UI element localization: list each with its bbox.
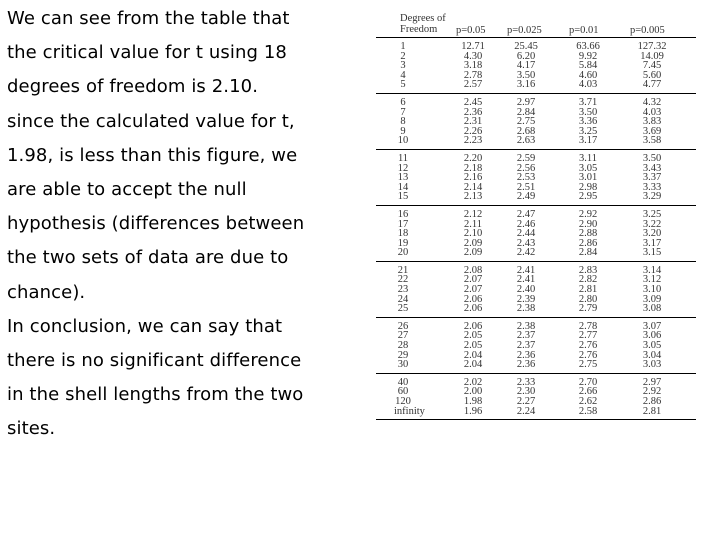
critical-value-cell: 2.24 (516, 405, 536, 417)
table-row-group (376, 94, 696, 150)
critical-value-cell: 2.79 (578, 303, 598, 315)
critical-value-cell: 3.22 (642, 218, 662, 230)
dof-cell: 9 (400, 125, 406, 137)
critical-value-cell: 2.00 (463, 386, 483, 398)
critical-value-cell: 2.70 (578, 376, 598, 388)
critical-value-cell: 3.58 (642, 135, 662, 147)
critical-value-cell: 2.36 (516, 359, 536, 371)
critical-value-cell: 2.77 (578, 330, 598, 342)
critical-value-cell: 3.14 (642, 264, 662, 276)
critical-value-cell: 2.86 (642, 396, 662, 407)
dof-cell: 28 (397, 340, 409, 352)
dof-cell: 18 (397, 228, 409, 240)
dof-cell: 21 (397, 264, 409, 276)
critical-value-cell: 2.97 (642, 376, 662, 388)
critical-value-cell: 3.10 (642, 284, 662, 296)
paragraph-line: 1.98, is less than this figure, we (7, 144, 298, 166)
critical-value-cell: 3.71 (578, 96, 598, 108)
paragraph-line: We can see from the table that (7, 8, 290, 29)
critical-value-cell: 3.16 (516, 79, 536, 91)
critical-value-cell: 2.06 (463, 320, 483, 332)
critical-value-cell: 3.50 (578, 106, 598, 118)
paragraph-line: the two sets of data are due to (7, 247, 289, 269)
dof-cell: 22 (397, 274, 409, 286)
critical-value-cell: 2.27 (516, 396, 536, 407)
critical-value-cell: 2.08 (463, 264, 483, 276)
critical-value-cell: 2.16 (463, 172, 483, 184)
critical-value-cell: 3.17 (578, 135, 598, 147)
dof-cell: 12 (397, 162, 409, 174)
paragraph-line: there is no significant difference (7, 350, 302, 372)
critical-value-cell: 3.12 (642, 274, 662, 286)
paragraph-line: sites. (7, 418, 56, 440)
critical-value-cell: 2.76 (578, 340, 598, 352)
critical-value-cell: 12.71 (461, 41, 485, 52)
critical-value-cell: 3.20 (642, 228, 662, 240)
dof-cell: 23 (397, 284, 409, 296)
table-row-group (376, 262, 696, 318)
critical-value-cell: 2.07 (463, 284, 483, 296)
critical-value-cell: 2.05 (463, 340, 483, 352)
critical-value-cell: 5.60 (642, 69, 662, 81)
critical-value-cell: 3.83 (642, 116, 662, 128)
table-row (376, 304, 696, 314)
critical-value-cell: 3.25 (578, 125, 598, 137)
critical-value-cell: 3.05 (578, 162, 598, 174)
critical-value-cell: 2.06 (463, 293, 483, 305)
paragraph-line: degrees of freedom is 2.10. (7, 76, 259, 98)
critical-value-cell: 3.29 (642, 191, 662, 203)
critical-value-cell: 2.20 (463, 152, 483, 164)
critical-value-cell: 2.76 (578, 349, 598, 361)
critical-value-cell: 2.78 (578, 320, 598, 332)
table-row-group (376, 374, 696, 420)
dof-cell: 13 (397, 172, 409, 184)
critical-value-cell: 2.80 (578, 293, 598, 305)
critical-value-cell: 2.38 (516, 320, 536, 332)
critical-value-cell: 2.42 (516, 247, 536, 259)
critical-value-cell: 2.51 (516, 181, 536, 193)
critical-value-cell: 3.04 (642, 349, 662, 361)
critical-value-cell: 2.41 (516, 264, 536, 276)
table-row-group (376, 38, 696, 94)
dof-cell: 7 (400, 106, 406, 118)
critical-value-cell: 7.45 (642, 60, 662, 72)
critical-value-cell: 2.95 (578, 191, 598, 203)
critical-value-cell: 2.92 (578, 208, 598, 220)
critical-value-cell: 2.68 (516, 125, 536, 137)
p-column-header: p=0.05 (456, 25, 486, 36)
critical-value-cell: 2.81 (578, 284, 598, 296)
table-row (376, 80, 696, 90)
critical-value-cell: 9.92 (578, 50, 598, 62)
critical-value-cell: 3.01 (578, 172, 598, 184)
degrees-of-freedom-header (400, 14, 446, 35)
critical-value-cell: 2.43 (516, 237, 536, 249)
dof-cell: 17 (397, 218, 409, 230)
critical-value-cell: 4.32 (642, 96, 662, 108)
critical-value-cell: 2.02 (463, 376, 483, 388)
dof-cell: 10 (397, 135, 409, 147)
critical-value-cell: 3.50 (642, 152, 662, 164)
critical-value-cell: 2.36 (463, 106, 483, 118)
critical-value-cell: 4.03 (642, 106, 662, 118)
critical-value-cell: 4.77 (642, 79, 662, 91)
p-column-header: p=0.01 (569, 25, 599, 36)
critical-value-cell: 2.75 (578, 359, 598, 371)
dof-cell: 24 (397, 293, 409, 305)
critical-value-cell: 2.09 (463, 247, 483, 259)
table-row-group (376, 318, 696, 374)
critical-value-cell: 2.30 (516, 386, 536, 398)
critical-value-cell: 2.90 (578, 218, 598, 230)
critical-value-cell: 2.04 (463, 359, 483, 371)
critical-value-cell: 2.26 (463, 125, 483, 137)
critical-value-cell: 2.23 (463, 135, 483, 147)
critical-value-cell: 2.04 (463, 349, 483, 361)
critical-value-cell: 2.46 (516, 218, 536, 230)
critical-value-cell: 2.12 (463, 208, 483, 220)
paragraph-line: the critical value for t using 18 (7, 42, 287, 64)
paragraph-line: hypothesis (differences between (7, 213, 305, 235)
critical-value-cell: 4.17 (516, 60, 536, 72)
critical-value-cell: 2.31 (463, 116, 483, 128)
critical-value-cell: 2.07 (463, 274, 483, 286)
critical-value-cell: 2.84 (516, 106, 536, 118)
dof-cell: 19 (397, 237, 409, 249)
critical-value-cell: 2.10 (463, 228, 483, 240)
critical-value-cell: 63.66 (576, 41, 600, 52)
critical-value-cell: 4.03 (578, 79, 598, 91)
table-row (376, 192, 696, 202)
critical-value-cell: 3.03 (642, 359, 662, 371)
paragraph-line: In conclusion, we can say that (7, 315, 283, 337)
critical-value-cell: 2.92 (642, 386, 662, 398)
critical-value-cell: 2.88 (578, 228, 598, 240)
critical-value-cell: 127.32 (637, 41, 667, 52)
critical-value-cell: 3.07 (642, 320, 662, 332)
dof-header-line1: Degrees of (400, 13, 446, 24)
critical-value-cell: 2.83 (578, 264, 598, 276)
critical-value-cell: 14.09 (640, 50, 664, 62)
paragraph-line: in the shell lengths from the two (7, 384, 304, 406)
critical-value-cell: 3.33 (642, 181, 662, 193)
critical-value-cell: 2.97 (516, 96, 536, 108)
dof-cell: 20 (397, 247, 409, 259)
critical-value-cell: 2.78 (463, 69, 483, 81)
critical-value-cell: 2.66 (578, 386, 598, 398)
critical-value-cell: 3.25 (642, 208, 662, 220)
dof-cell: 60 (397, 386, 409, 398)
dof-cell: 120 (395, 396, 411, 407)
critical-value-cell: 3.11 (579, 152, 597, 164)
dof-cell: 6 (400, 96, 406, 108)
table-row (376, 248, 696, 258)
critical-value-cell: 2.39 (516, 293, 536, 305)
p-column-header: p=0.005 (630, 25, 665, 36)
dof-cell: 3 (400, 60, 406, 72)
dof-cell: 29 (397, 349, 409, 361)
critical-value-cell: 2.81 (642, 405, 662, 417)
dof-cell: 8 (400, 116, 406, 128)
critical-value-cell: 2.14 (463, 181, 483, 193)
dof-cell: 4 (400, 69, 406, 81)
critical-value-cell: 2.41 (516, 274, 536, 286)
critical-value-cell: 2.57 (463, 79, 483, 91)
critical-value-cell: 3.50 (516, 69, 536, 81)
critical-value-cell: 2.33 (516, 376, 536, 388)
critical-value-cell: 2.86 (578, 237, 598, 249)
dof-cell: infinity (394, 405, 425, 417)
dof-cell: 5 (400, 79, 406, 91)
critical-value-cell: 2.84 (578, 247, 598, 259)
dof-header-line2: Freedom (400, 23, 438, 35)
critical-value-cell: 2.40 (516, 284, 536, 296)
critical-value-cell: 2.59 (516, 152, 536, 164)
table-body (376, 38, 696, 420)
dof-cell: 11 (397, 152, 409, 164)
critical-value-cell: 3.05 (642, 340, 662, 352)
critical-value-cell: 5.84 (578, 60, 598, 72)
critical-value-cell: 3.36 (578, 116, 598, 128)
critical-value-cell: 3.69 (642, 125, 662, 137)
paragraph-line: are able to accept the null (7, 179, 247, 201)
critical-value-cell: 2.47 (516, 208, 536, 220)
dof-cell: 2 (400, 50, 406, 62)
critical-value-cell: 2.36 (516, 349, 536, 361)
dof-cell: 30 (397, 359, 409, 371)
critical-value-cell: 3.15 (642, 247, 662, 259)
critical-value-cell: 1.96 (463, 405, 483, 417)
critical-value-cell: 2.58 (578, 405, 598, 417)
critical-value-cell: 2.98 (578, 181, 598, 193)
critical-value-cell: 3.06 (642, 330, 662, 342)
table-row (376, 136, 696, 146)
critical-value-cell: 2.75 (516, 116, 536, 128)
dof-cell: 25 (397, 303, 409, 315)
critical-value-cell: 3.43 (642, 162, 662, 174)
critical-value-cell: 2.37 (516, 340, 536, 352)
table-row-group (376, 206, 696, 262)
critical-value-cell: 4.30 (463, 50, 483, 62)
critical-value-cell: 2.53 (516, 172, 536, 184)
critical-value-cell: 2.09 (463, 237, 483, 249)
critical-value-cell: 3.37 (642, 172, 662, 184)
critical-value-cell: 2.38 (516, 303, 536, 315)
critical-value-cell: 6.20 (516, 50, 536, 62)
critical-value-cell: 2.45 (463, 96, 483, 108)
critical-value-cell: 3.18 (463, 60, 483, 72)
dof-cell: 26 (397, 320, 409, 332)
critical-value-cell: 2.05 (463, 330, 483, 342)
critical-value-cell: 2.62 (578, 396, 598, 407)
paragraph-line: since the calculated value for t, (7, 110, 295, 132)
dof-cell: 1 (400, 41, 406, 52)
critical-value-cell: 4.60 (578, 69, 598, 81)
critical-value-cell: 25.45 (514, 41, 538, 52)
critical-value-cell: 2.13 (463, 191, 483, 203)
dof-cell: 40 (397, 376, 409, 388)
p-column-header: p=0.025 (507, 25, 542, 36)
critical-value-cell: 2.11 (464, 218, 482, 230)
critical-value-cell: 2.37 (516, 330, 536, 342)
critical-value-cell: 2.49 (516, 191, 536, 203)
critical-value-cell: 2.56 (516, 162, 536, 174)
table-header (376, 14, 696, 38)
table-row (376, 360, 696, 370)
explanation-paragraph (7, 2, 337, 447)
critical-value-cell: 2.18 (463, 162, 483, 174)
critical-value-cell: 2.63 (516, 135, 536, 147)
critical-value-cell: 1.98 (463, 396, 483, 407)
critical-value-cell: 3.17 (642, 237, 662, 249)
dof-cell: 15 (397, 191, 409, 203)
critical-value-cell: 3.08 (642, 303, 662, 315)
paragraph-line: chance). (7, 281, 86, 303)
critical-value-cell: 2.06 (463, 303, 483, 315)
table-row-group (376, 150, 696, 206)
t-distribution-table (376, 14, 696, 420)
critical-value-cell: 2.44 (516, 228, 536, 240)
dof-cell: 27 (397, 330, 409, 342)
critical-value-cell: 2.82 (578, 274, 598, 286)
dof-cell: 14 (397, 181, 409, 193)
critical-value-cell: 3.09 (642, 293, 662, 305)
dof-cell: 16 (397, 208, 409, 220)
table-row (376, 407, 696, 417)
